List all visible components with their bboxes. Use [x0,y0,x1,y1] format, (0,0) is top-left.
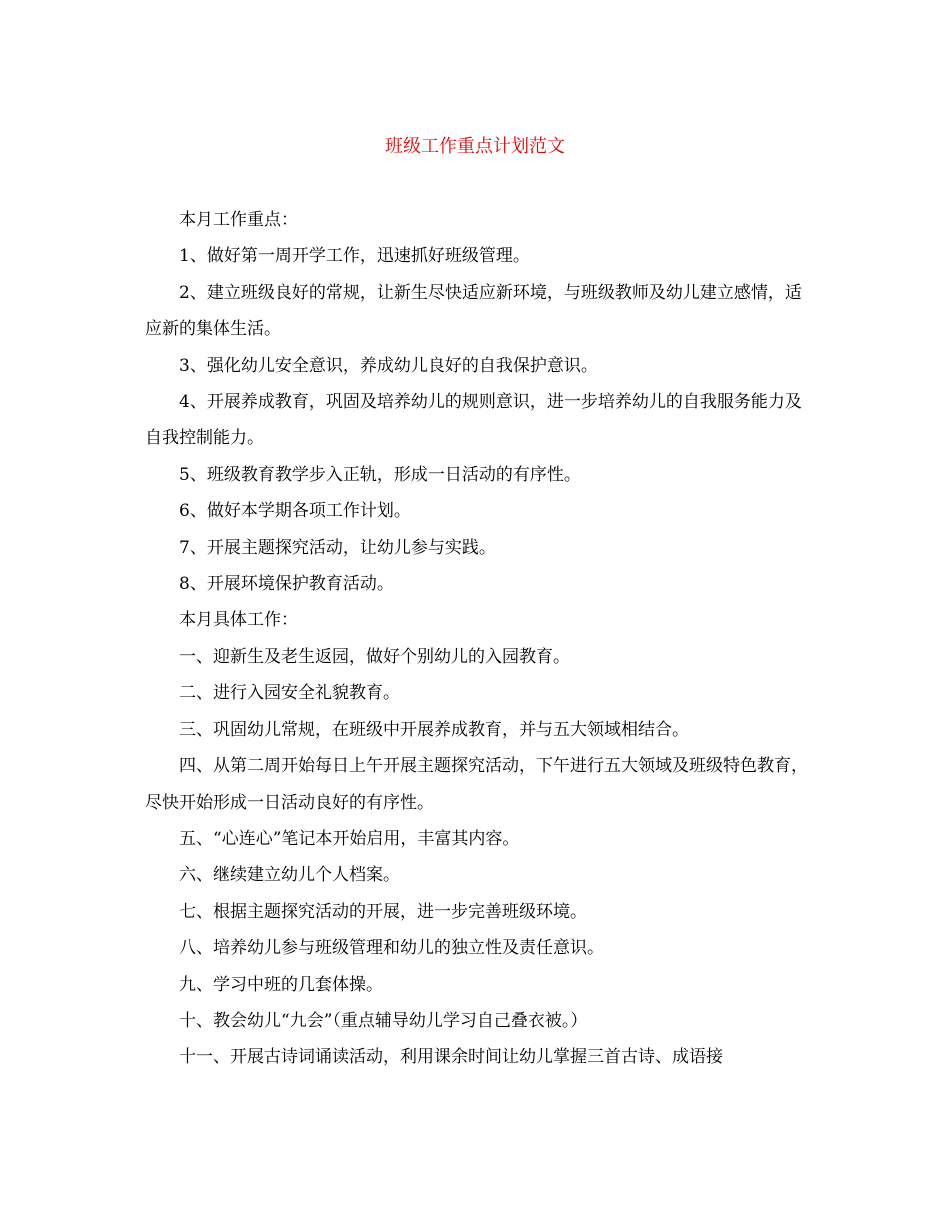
paragraph: 一、迎新生及老生返园，做好个别幼儿的入园教育。 [179,646,570,667]
document-body [145,202,815,1076]
paragraph: 7、开展主题探究活动，让幼儿参与实践。 [179,537,496,558]
paragraph: 6、做好本学期各项工作计划。 [179,501,411,522]
paragraph: 十、教会幼儿“九会”（重点辅导幼儿学习自己叠衣被。） [179,1010,588,1031]
paragraph: 8、开展环境保护教育活动。 [179,574,394,595]
paragraph: 七、根据主题探究活动的开展，进一步完善班级环境。 [179,901,587,922]
paragraph: 本月具体工作： [179,610,298,631]
paragraph: 五、“心连心”笔记本开始启用，丰富其内容。 [179,828,520,849]
paragraph: 5、班级教育教学步入正轨，形成一日活动的有序性。 [179,464,581,485]
paragraph: 九、学习中班的几套体操。 [179,974,383,995]
paragraph: 2、建立班级良好的常规，让新生尽快适应新环境，与班级教师及幼儿建立感情，适应新的集体生活。 [145,282,802,340]
paragraph: 十一、开展古诗词诵读活动，利用课余时间让幼儿掌握三首古诗、成语接 [179,1047,723,1068]
paragraph: 1、做好第一周开学工作，迅速抓好班级管理。 [179,246,530,267]
paragraph: 八、培养幼儿参与班级管理和幼儿的独立性及责任意识。 [179,938,604,959]
paragraph: 六、继续建立幼儿个人档案。 [179,865,400,886]
document-title: 班级工作重点计划范文 [385,136,565,157]
paragraph: 三、巩固幼儿常规，在班级中开展养成教育，并与五大领域相结合。 [179,719,689,740]
paragraph: 3、强化幼儿安全意识，养成幼儿良好的自我保护意识。 [179,355,598,376]
paragraph: 本月工作重点： [179,210,298,230]
paragraph: 四、从第二周开始每日上午开展主题探究活动，下午进行五大领域及班级特色教育，尽快开始形成一日活动良好的有序性。 [145,756,808,813]
paragraph: 二、进行入园安全礼貌教育。 [179,683,400,704]
paragraph: 4、开展养成教育，巩固及培养幼儿的规则意识，进一步培养幼儿的自我服务能力及自我控制能力。 [145,392,802,449]
